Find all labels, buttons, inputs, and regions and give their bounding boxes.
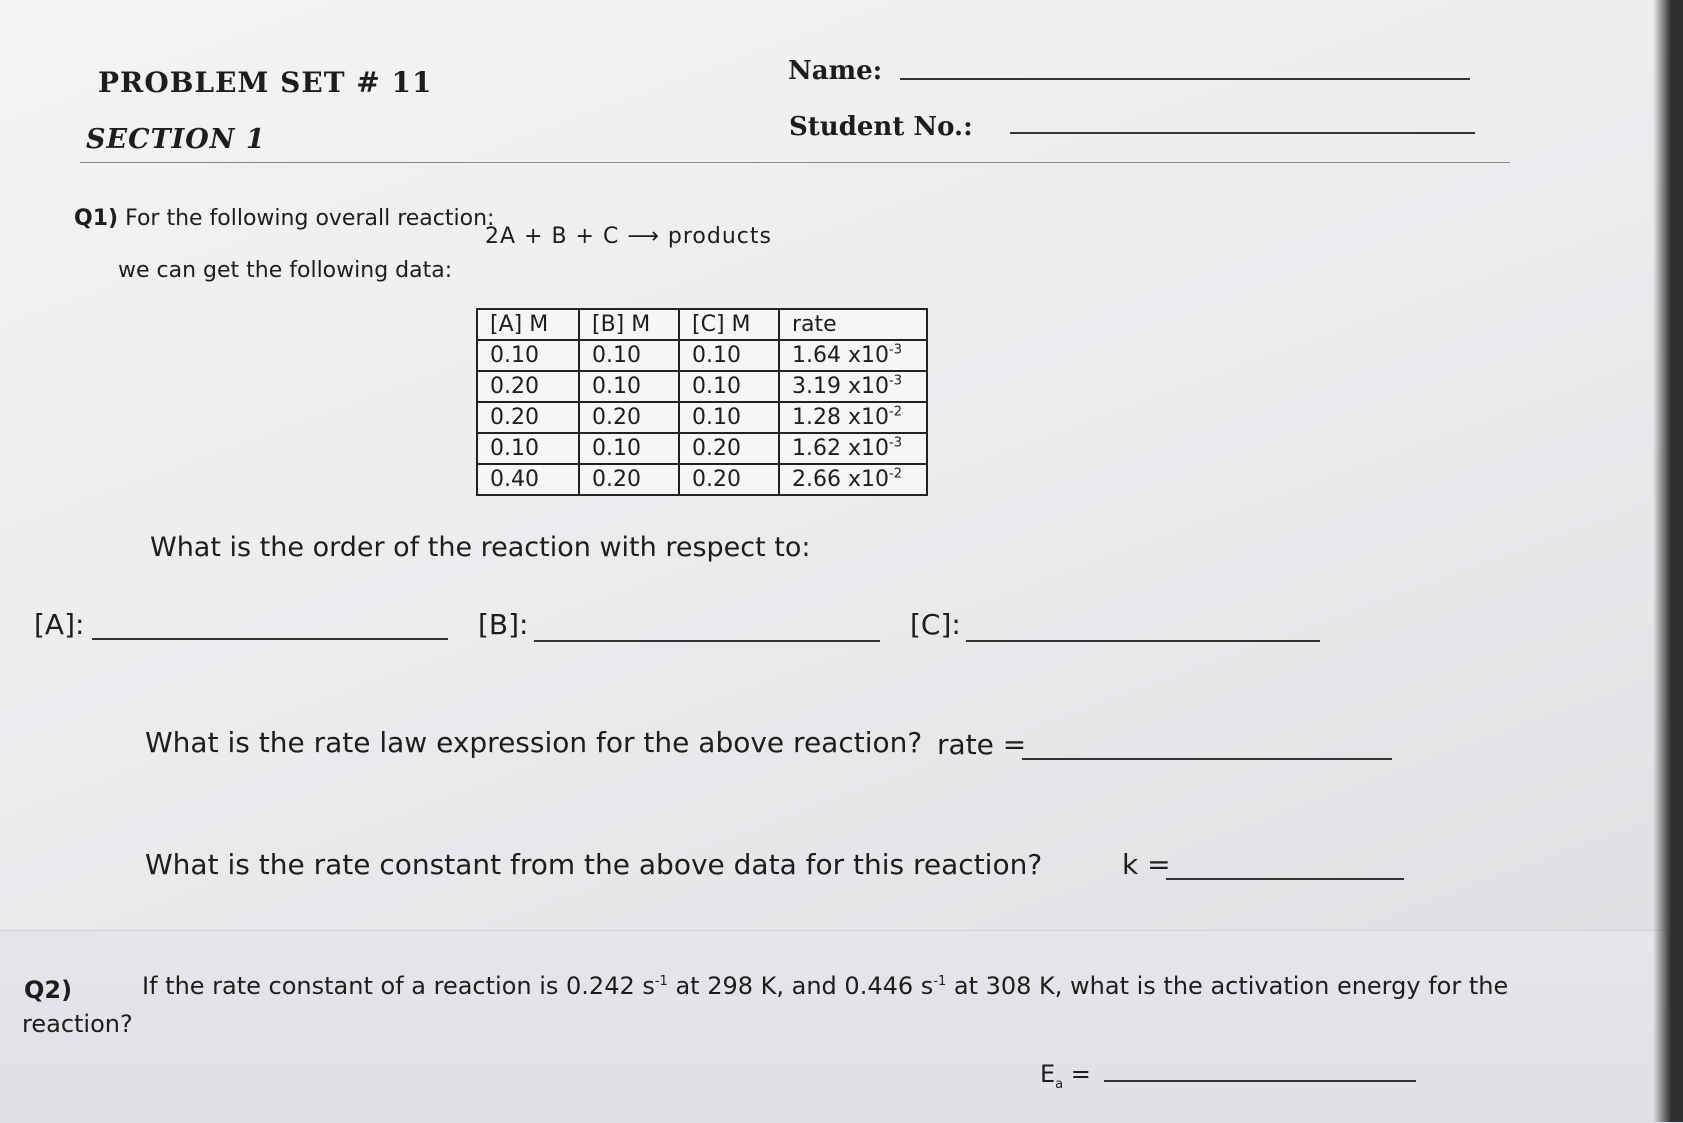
rate-mantissa: 1.28 x10 [792, 405, 889, 430]
cell-a: 0.20 [477, 402, 579, 433]
rate-exponent: -2 [889, 466, 902, 482]
student-no-answer-line[interactable] [1010, 132, 1475, 134]
name-label: Name: [788, 56, 883, 86]
table-row [477, 464, 927, 495]
header-a-conc: [A] M [477, 309, 579, 340]
table-header-row [477, 309, 927, 340]
cell-b: 0.10 [579, 371, 679, 402]
q1-prompt [74, 206, 494, 231]
order-c-answer-line[interactable] [966, 640, 1320, 642]
cell-b: 0.10 [579, 340, 679, 371]
rate-law-answer-line[interactable] [1022, 758, 1392, 760]
rate-mantissa: 1.62 x10 [792, 436, 889, 461]
table-row [477, 371, 927, 402]
q1-number: Q1) [74, 206, 119, 231]
rate-exponent: -3 [889, 342, 902, 358]
cell-a: 0.10 [477, 433, 579, 464]
order-b-answer-line[interactable] [534, 640, 880, 642]
rate-exponent: -3 [889, 373, 902, 389]
name-answer-line[interactable] [900, 78, 1470, 80]
rate-law-question: What is the rate law expression for the above reaction? [145, 726, 923, 759]
cell-c: 0.20 [679, 464, 779, 495]
order-a-label: [A]: [34, 608, 85, 641]
q2-exponent: -1 [933, 974, 947, 989]
reaction-equation: 2A + B + C ⟶ products [485, 224, 772, 249]
cell-rate [779, 340, 927, 371]
ea-symbol: E [1040, 1060, 1056, 1088]
cell-b: 0.10 [579, 433, 679, 464]
cell-a: 0.40 [477, 464, 579, 495]
rate-mantissa: 3.19 x10 [792, 374, 889, 399]
cell-c: 0.10 [679, 340, 779, 371]
rate-data-table [476, 308, 928, 496]
table-row [477, 402, 927, 433]
header-c-conc: [C] M [679, 309, 779, 340]
header-rate: rate [779, 309, 927, 340]
table-row [477, 433, 927, 464]
cell-b: 0.20 [579, 402, 679, 433]
k-label: k = [1122, 848, 1171, 881]
q2-text-part: at 308 K, what is the activation energy for the [946, 972, 1509, 1000]
order-a-answer-line[interactable] [92, 638, 448, 640]
ea-equals: = [1063, 1060, 1091, 1088]
q1-intro: we can get the following data: [118, 258, 453, 283]
rate-constant-question: What is the rate constant from the above data for this reaction? [145, 848, 1043, 881]
cell-a: 0.10 [477, 340, 579, 371]
q2-number: Q2) [24, 976, 73, 1004]
k-answer-line[interactable] [1166, 878, 1404, 880]
cell-rate [779, 433, 927, 464]
ea-label [1040, 1060, 1091, 1092]
header-divider [80, 162, 1510, 163]
page-fold [0, 930, 1683, 1123]
rate-exponent: -3 [889, 435, 902, 451]
q2-exponent: -1 [654, 974, 668, 989]
order-b-label: [B]: [478, 608, 529, 641]
problem-set-title: PROBLEM SET # 11 [98, 66, 433, 99]
cell-c: 0.10 [679, 402, 779, 433]
rate-mantissa: 2.66 x10 [792, 467, 889, 492]
table-row [477, 340, 927, 371]
order-c-label: [C]: [910, 608, 961, 641]
rate-exponent: -2 [889, 404, 902, 420]
cell-rate [779, 371, 927, 402]
header-b-conc: [B] M [579, 309, 679, 340]
section-heading: SECTION 1 [86, 124, 266, 155]
ea-answer-line[interactable] [1104, 1080, 1416, 1082]
cell-c: 0.10 [679, 371, 779, 402]
page-edge-shadow [1653, 0, 1683, 1122]
cell-b: 0.20 [579, 464, 679, 495]
student-no-label: Student No.: [789, 112, 973, 142]
cell-a: 0.20 [477, 371, 579, 402]
q2-text-part: at 298 K, and 0.446 s [667, 972, 934, 1000]
cell-rate [779, 402, 927, 433]
cell-c: 0.20 [679, 433, 779, 464]
rate-label: rate = [937, 728, 1027, 761]
q1-prompt-text: For the following overall reaction: [125, 206, 495, 231]
q2-text-part: If the rate constant of a reaction is 0.242 s [142, 972, 655, 1000]
rate-mantissa: 1.64 x10 [792, 343, 889, 368]
cell-rate [779, 464, 927, 495]
q2-text-continued: reaction? [22, 1010, 133, 1038]
order-question: What is the order of the reaction with respect to: [150, 532, 811, 563]
ea-subscript: a [1055, 1076, 1064, 1092]
q2-text [142, 972, 1508, 1000]
